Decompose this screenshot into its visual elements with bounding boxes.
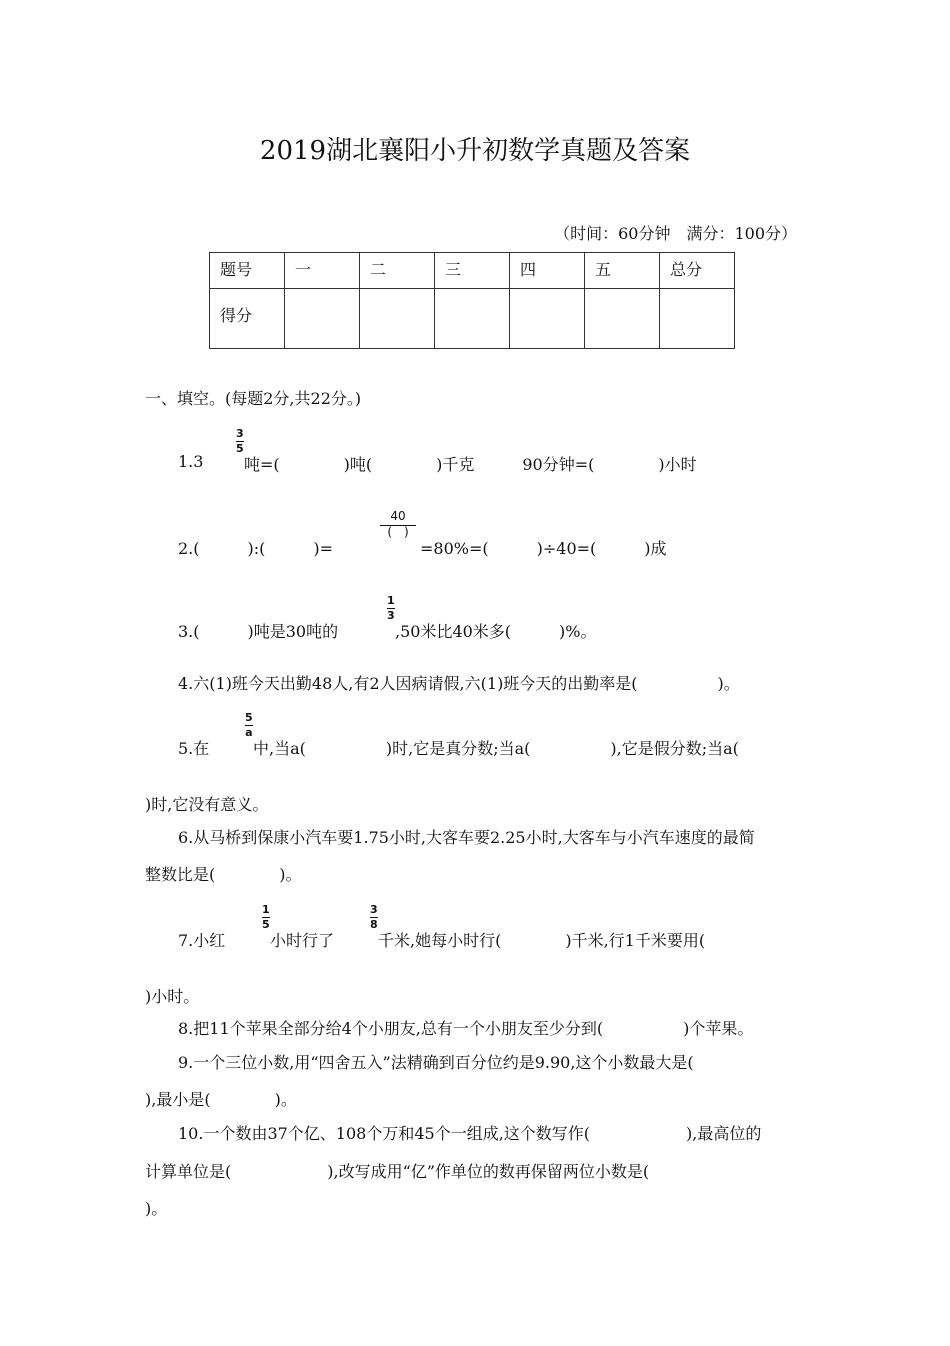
fraction-numerator: 1	[262, 903, 270, 916]
question-9-continuation: ),最小是( )。	[145, 1090, 297, 1109]
question-5-text: 中,当a( )时,它是真分数;当a( ),它是假分数;当a(	[253, 739, 739, 758]
score-table	[209, 252, 735, 349]
question-7-text: 小时行了	[270, 931, 335, 950]
fraction-numerator: 3	[370, 903, 378, 916]
header-cell: 总分	[660, 253, 735, 289]
header-cell: 二	[360, 253, 435, 289]
score-table-header-row	[210, 253, 735, 289]
question-1-text: 吨=( )吨( )千克 90分钟=( )小时	[244, 455, 697, 474]
header-cell: 题号	[210, 253, 285, 289]
fraction	[262, 904, 270, 930]
fraction	[236, 428, 244, 454]
score-cell[interactable]	[660, 289, 735, 349]
question-3-text: ,50米比40米多( )%。	[395, 622, 597, 641]
page-title: 2019湖北襄阳小升初数学真题及答案	[259, 136, 691, 166]
fraction-denominator: 3	[387, 609, 395, 622]
question-10-continuation-2: )。	[145, 1199, 168, 1218]
question-7-prefix: 7.小红	[178, 931, 226, 950]
question-1-prefix: 1.3	[178, 452, 204, 471]
exam-time-and-score: （时间：60分钟 满分：100分）	[554, 224, 797, 243]
fraction	[370, 904, 378, 930]
header-cell: 三	[435, 253, 510, 289]
header-cell: 四	[510, 253, 585, 289]
fraction-denominator: 8	[370, 918, 378, 931]
question-6-text: 6.从马桥到保康小汽车要1.75小时,大客车要2.25小时,大客车与小汽车速度的最简	[178, 828, 755, 847]
fraction-numerator: 5	[245, 711, 253, 724]
fraction	[380, 510, 416, 539]
header-cell: 五	[585, 253, 660, 289]
question-5-continuation: )时,它没有意义。	[145, 795, 269, 814]
fraction-numerator: 1	[387, 594, 395, 607]
header-cell: 一	[285, 253, 360, 289]
question-10-text: 10.一个数由37个亿、108个万和45个一组成,这个数写作( ),最高位的	[178, 1124, 762, 1143]
question-2-text: =80%=( )÷40=( )成	[420, 539, 667, 558]
question-9-text: 9.一个三位小数,用“四舍五入”法精确到百分位约是9.90,这个小数最大是(	[178, 1053, 694, 1072]
question-4-text: 4.六(1)班今天出勤48人,有2人因病请假,六(1)班今天的出勤率是( )。	[178, 674, 740, 693]
score-cell[interactable]	[285, 289, 360, 349]
question-7-continuation: )小时。	[145, 987, 200, 1006]
question-7-text-2: 千米,她每小时行( )千米,行1千米要用(	[378, 931, 706, 950]
score-table-score-row	[210, 289, 735, 349]
fraction-denominator: 5	[262, 918, 270, 931]
question-3-prefix: 3.( )吨是30吨的	[178, 622, 339, 641]
score-cell[interactable]	[585, 289, 660, 349]
question-5-prefix: 5.在	[178, 739, 210, 758]
question-8-text: 8.把11个苹果全部分给4个小朋友,总有一个小朋友至少分到( )个苹果。	[178, 1019, 754, 1038]
row-label: 得分	[210, 289, 285, 349]
score-cell[interactable]	[435, 289, 510, 349]
fraction-denominator: a	[245, 726, 253, 739]
fraction-numerator: 40	[380, 510, 416, 526]
fraction-denominator: 5	[236, 442, 244, 455]
question-2-prefix: 2.( ):( )=	[178, 539, 334, 558]
question-10-continuation: 计算单位是( ),改写成用“亿”作单位的数再保留两位小数是(	[145, 1162, 650, 1181]
score-cell[interactable]	[510, 289, 585, 349]
fraction-numerator: 3	[236, 427, 244, 440]
fraction	[387, 595, 395, 621]
fraction-denominator: ( )	[387, 525, 409, 539]
question-6-continuation: 整数比是( )。	[145, 865, 302, 884]
fraction	[245, 712, 253, 738]
score-cell[interactable]	[360, 289, 435, 349]
section-heading: 一、填空。(每题2分,共22分。)	[145, 389, 362, 408]
